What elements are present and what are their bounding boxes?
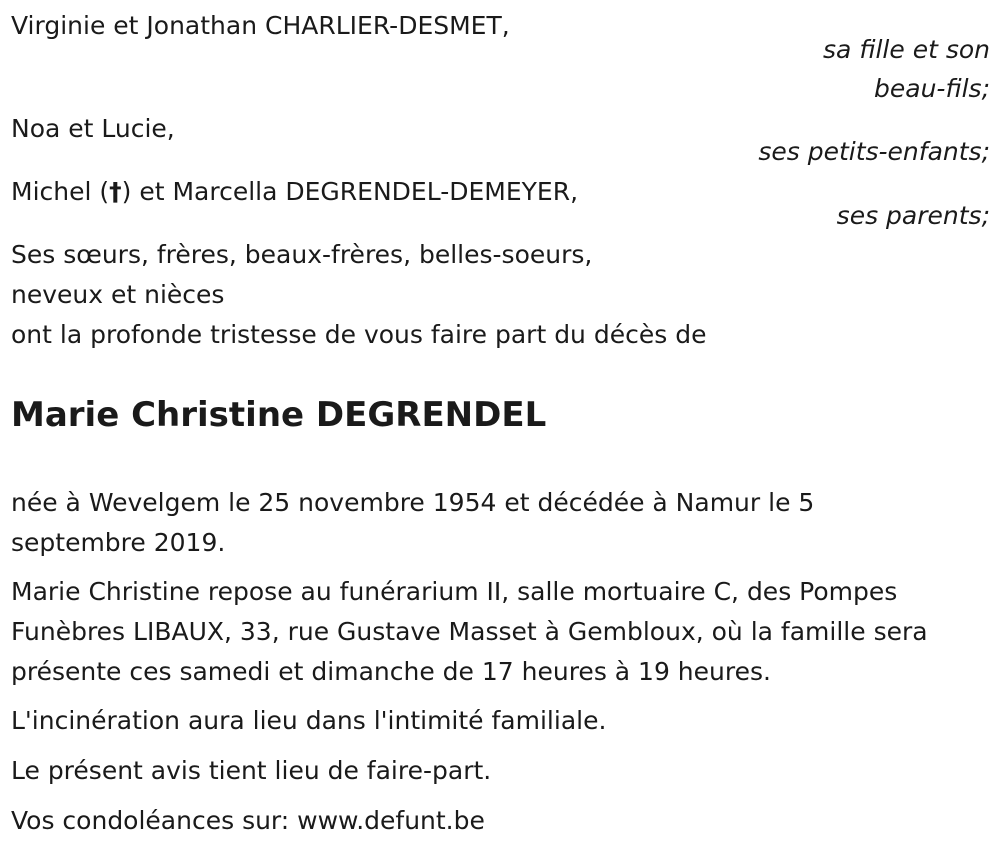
birth-death-line2: septembre 2019. xyxy=(11,528,226,557)
incineration-text: L'incinération aura lieu dans l'intimité familiale. xyxy=(11,706,607,735)
grandchildren-relation: ses petits-enfants; xyxy=(758,137,990,166)
grandchildren-names: Noa et Lucie, xyxy=(11,114,175,143)
condolences-text: Vos condoléances sur: www.defunt.be xyxy=(11,806,485,835)
repose-line3: présente ces samedi et dimanche de 17 heures à 19 heures. xyxy=(11,657,771,686)
parents-names-part2: ) et Marcella DEGRENDEL-DEMEYER, xyxy=(121,177,579,206)
daughter-names: Virginie et Jonathan CHARLIER-DESMET, xyxy=(11,11,510,40)
parents-relation: ses parents; xyxy=(836,201,990,230)
repose-line2: Funèbres LIBAUX, 33, rue Gustave Masset à Gembloux, où la famille sera xyxy=(11,617,928,646)
parents-names xyxy=(11,172,578,212)
repose-line1: Marie Christine repose au funérarium II, salle mortuaire C, des Pompes xyxy=(11,577,898,606)
daughter-relation-line1: sa fille et son xyxy=(823,35,990,64)
birth-death-line1: née à Wevelgem le 25 novembre 1954 et décédée à Namur le 5 xyxy=(11,488,815,517)
deceased-name: Marie Christine DEGRENDEL xyxy=(11,395,547,435)
notice-text: Le présent avis tient lieu de faire-part. xyxy=(11,756,492,785)
siblings-line2: neveux et nièces xyxy=(11,280,225,309)
siblings-line1: Ses sœurs, frères, beaux-frères, belles-soeurs, xyxy=(11,240,593,269)
parents-names-part1: Michel ( xyxy=(11,177,110,206)
cross-icon: † xyxy=(109,177,122,206)
announcement-text: ont la profonde tristesse de vous faire part du décès de xyxy=(11,320,707,349)
daughter-relation-line2: beau-fils; xyxy=(874,74,990,103)
